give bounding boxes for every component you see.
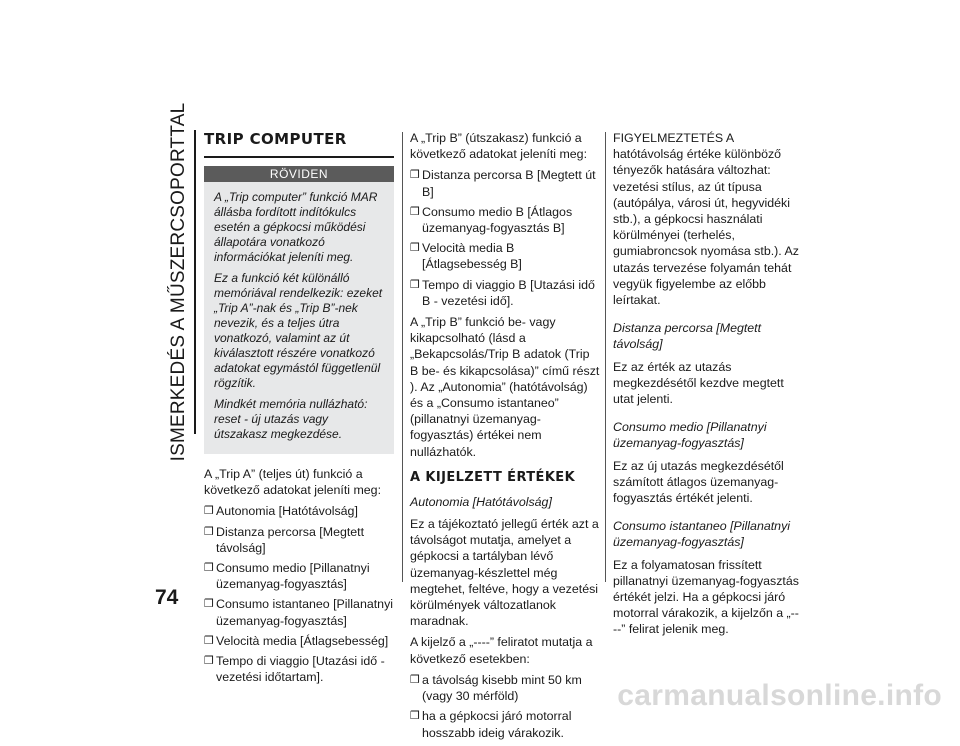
list-item: ❒ Velocità media [Átlagsebesség] [204, 633, 389, 648]
checkbox-bullet-icon: ❒ [410, 205, 420, 218]
section-title: TRIP COMPUTER [204, 130, 347, 148]
dashes-intro: A kijelző a „----” feliratot mutatja a következő esetekben: [410, 635, 593, 666]
list-item: ❒ Consumo medio [Pillanatnyi üzemanyag-fogyasztás] [204, 561, 370, 592]
list-item: ❒ a távolság kisebb mint 50 km (vagy 30 mérföld) [410, 672, 582, 704]
checkbox-bullet-icon: ❒ [204, 634, 214, 647]
trip-b-intro: A „Trip B” (útszakasz) funkció a következő adatokat jeleníti meg: [410, 131, 588, 162]
distance-heading: Distanza percorsa [Megtett távolság] [613, 321, 762, 352]
column-divider [402, 132, 403, 582]
list-item: ❒ Consumo medio B [Átlagos üzemanyag-fogyasztás B] [410, 204, 573, 236]
page-number: 74 [155, 586, 179, 609]
list-item: ❒ Tempo di viaggio B [Utazási idő B - vezetési idő]. [410, 277, 595, 308]
list-item: ❒ Velocità media B [Átlagsebesség B] [410, 241, 522, 272]
inst-consumption-text: Ez a folyamatosan frissített pillanatnyi üzemanyag-fogyasztás értékét jelzi. Ha a gépkocsi járó motorral várakozik, a kijelzőn a „----” felirat jelenik meg. [613, 557, 799, 637]
watermark: carmanualsonline.info [617, 679, 942, 712]
side-chapter-title-text: ISMERKEDÉS A MŰSZERCSOPORTTAL [167, 102, 189, 462]
list-item: ❒ Consumo istantaneo [Pillanatnyi üzemanyag-fogyasztás] [204, 597, 394, 628]
trip-b-reset-text: A „Trip B” funkció be- vagy kikapcsolható (lásd a „Bekapcsolás/Trip B adatok (Trip B be- és kikapcsolása)” című részt ). Az „Autonomia” (hatótávolság) és a „Consumo istantaneo” (pillanatnyi üzemanyag-fogyasztás) értékei nem nullázhatók. [410, 315, 600, 459]
checkbox-bullet-icon: ❒ [410, 278, 420, 291]
checkbox-bullet-icon: ❒ [410, 169, 420, 182]
checkbox-bullet-icon: ❒ [410, 710, 420, 723]
list-item: ❒ Tempo di viaggio [Utazási idő - vezetési időtartam]. [204, 654, 385, 685]
list-item: ❒ Distanza percorsa [Megtett távolság] [204, 524, 365, 555]
checkbox-bullet-icon: ❒ [204, 525, 214, 538]
list-item: ❒ Distanza percorsa B [Megtett út B] [410, 168, 596, 199]
distance-text: Ez az érték az utazás megkezdésétől kezdve megtett utat jelenti. [613, 359, 784, 407]
trip-a-list [204, 503, 394, 685]
column-3 [613, 130, 803, 643]
summary-box [204, 182, 394, 454]
section-title-rule [204, 156, 394, 158]
checkbox-bullet-icon: ❒ [204, 505, 214, 518]
summary-header: RÖVIDEN [204, 166, 394, 182]
warning-text: FIGYELMEZTETÉS A hatótávolság értéke különböző tényezők hatására változhat: vezetési stílus, az út típusa (autópálya, városi út, hegyvidéki stb.), a gépkocsi használati körülményei (terhelés, gumiabroncsok nyomása stb.). Az utazás tervezése folyamán tehát vegyük figyelembe az előbb leírtakat. [613, 131, 799, 308]
side-chapter-title [164, 102, 194, 462]
summary-paragraph: A „Trip computer” funkció MAR állásba fordított indítókulcs esetén a gépkocsi működési állapotára vonatkozó információkat jeleníti meg. [214, 190, 378, 264]
avg-consumption-text: Ez az új utazás megkezdésétől számított átlagos üzemanyag-fogyasztás értékét jelenti. [613, 458, 784, 506]
inst-consumption-heading: Consumo istantaneo [Pillanatnyi üzemanyag-fogyasztás] [613, 519, 791, 550]
autonomia-heading: Autonomia [Hatótávolság] [410, 494, 552, 509]
summary-paragraph: Mindkét memória nullázható: reset - új utazás vagy útszakasz megkezdése. [214, 397, 368, 441]
list-item: ❒ ha a gépkocsi járó motorral hosszabb ideig várakozik. [410, 709, 572, 740]
column-divider [605, 132, 606, 582]
side-divider [194, 130, 196, 434]
displayed-values-title: A KIJELZETT ÉRTÉKEK [410, 469, 576, 485]
autonomia-text: Ez a tájékoztató jellegű érték azt a távolságot mutatja, amelyet a gépkocsi a tartályban lévő üzemanyag-készlettel még megtehet, feltéve, hogy a vezetési körülmények változatlanok maradnak. [410, 517, 599, 629]
summary-paragraph: Ez a funkció két különálló memóriával rendelkezik: ezeket „Trip A”-nak és „Trip B”-nek nevezik, és a teljes útra vonatkozó, valamint az út kiválasztott részére vonatkozó adatokat egymástól függetlenül rögzítik. [214, 271, 383, 390]
dashes-list [410, 672, 600, 741]
checkbox-bullet-icon: ❒ [204, 655, 214, 668]
checkbox-bullet-icon: ❒ [410, 673, 420, 686]
avg-consumption-heading: Consumo medio [Pillanatnyi üzemanyag-fogyasztás] [613, 420, 767, 451]
column-1 [204, 130, 394, 690]
checkbox-bullet-icon: ❒ [410, 242, 420, 255]
checkbox-bullet-icon: ❒ [204, 598, 214, 611]
list-item: ❒ Autonomia [Hatótávolság] [204, 504, 358, 519]
trip-b-list [410, 167, 600, 309]
column-2 [410, 130, 600, 746]
trip-a-intro: A „Trip A” (teljes út) funkció a következő adatokat jeleníti meg: [204, 467, 382, 498]
checkbox-bullet-icon: ❒ [204, 562, 214, 575]
